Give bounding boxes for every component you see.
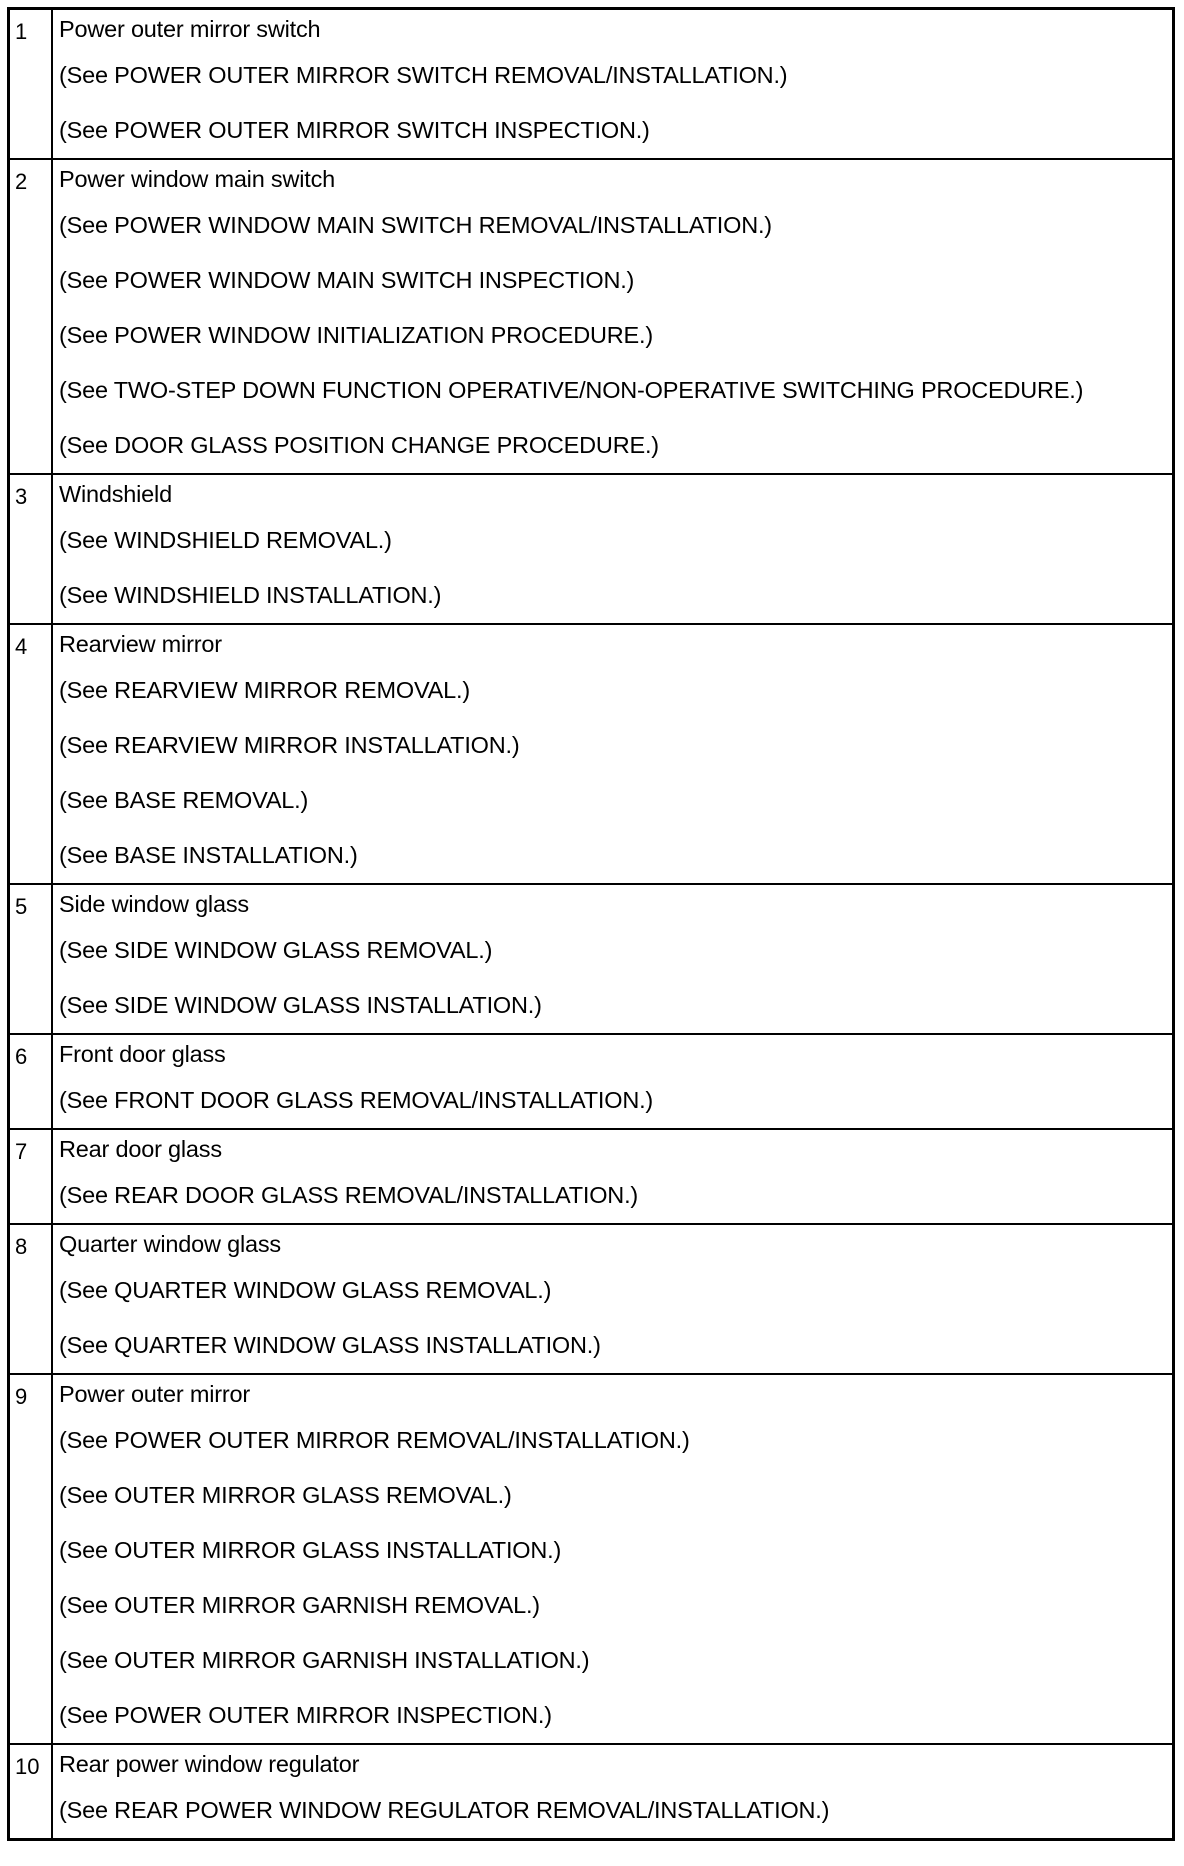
component-name: Windshield [59,481,172,507]
component-name: Power window main switch [59,166,335,192]
table-row [9,159,1174,474]
row-content [52,1129,1174,1224]
procedure-reference[interactable]: (See REARVIEW MIRROR INSTALLATION.) [59,732,520,758]
procedure-reference[interactable]: (See POWER OUTER MIRROR SWITCH REMOVAL/INSTALLATION.) [59,62,788,88]
component-name: Power outer mirror [59,1381,250,1407]
procedure-reference[interactable]: (See SIDE WINDOW GLASS REMOVAL.) [59,937,493,963]
row-content [52,9,1174,160]
table-row [9,1034,1174,1129]
row-number: 1 [9,9,53,160]
procedure-reference[interactable]: (See OUTER MIRROR GLASS INSTALLATION.) [59,1537,562,1563]
table-row [9,474,1174,624]
row-number: 8 [9,1224,53,1374]
component-name: Front door glass [59,1041,226,1067]
procedure-reference[interactable]: (See OUTER MIRROR GARNISH REMOVAL.) [59,1592,540,1618]
row-content [52,1374,1174,1744]
row-content [52,1034,1174,1129]
procedure-reference[interactable]: (See BASE INSTALLATION.) [59,842,358,868]
row-number: 9 [9,1374,53,1744]
row-content [52,884,1174,1034]
row-number: 2 [9,159,53,474]
component-name: Side window glass [59,891,249,917]
procedure-reference[interactable]: (See SIDE WINDOW GLASS INSTALLATION.) [59,992,542,1018]
procedure-reference[interactable]: (See POWER OUTER MIRROR SWITCH INSPECTION.) [59,117,650,143]
procedure-reference[interactable]: (See FRONT DOOR GLASS REMOVAL/INSTALLATION.) [59,1087,654,1113]
component-name: Rear power window regulator [59,1751,360,1777]
row-number: 4 [9,624,53,884]
procedure-reference[interactable]: (See OUTER MIRROR GLASS REMOVAL.) [59,1482,512,1508]
component-name: Rearview mirror [59,631,222,657]
procedure-reference[interactable]: (See POWER WINDOW MAIN SWITCH INSPECTION.) [59,267,635,293]
table-body [9,9,1174,1840]
row-number: 10 [9,1744,53,1840]
procedure-reference[interactable]: (See POWER OUTER MIRROR REMOVAL/INSTALLATION.) [59,1427,690,1453]
component-name: Quarter window glass [59,1231,281,1257]
row-number: 7 [9,1129,53,1224]
procedure-reference[interactable]: (See BASE REMOVAL.) [59,787,309,813]
row-content [52,474,1174,624]
procedure-reference[interactable]: (See POWER WINDOW MAIN SWITCH REMOVAL/INSTALLATION.) [59,212,772,238]
procedure-reference[interactable]: (See POWER WINDOW INITIALIZATION PROCEDURE.) [59,322,653,348]
row-content [52,1224,1174,1374]
row-content [52,159,1174,474]
procedure-reference[interactable]: (See WINDSHIELD REMOVAL.) [59,527,392,553]
procedure-reference[interactable]: (See OUTER MIRROR GARNISH INSTALLATION.) [59,1647,590,1673]
table-row [9,884,1174,1034]
component-name: Rear door glass [59,1136,222,1162]
procedure-reference[interactable]: (See QUARTER WINDOW GLASS REMOVAL.) [59,1277,552,1303]
component-reference-table [7,7,1175,1841]
row-content [52,624,1174,884]
row-number: 3 [9,474,53,624]
component-name: Power outer mirror switch [59,16,321,42]
table-row [9,1224,1174,1374]
table-row [9,1129,1174,1224]
procedure-reference[interactable]: (See TWO-STEP DOWN FUNCTION OPERATIVE/NON-OPERATIVE SWITCHING PROCEDURE.) [59,377,1084,403]
procedure-reference[interactable]: (See REAR POWER WINDOW REGULATOR REMOVAL/INSTALLATION.) [59,1797,830,1823]
row-content [52,1744,1174,1840]
procedure-reference[interactable]: (See WINDSHIELD INSTALLATION.) [59,582,442,608]
table-row [9,9,1174,160]
procedure-reference[interactable]: (See DOOR GLASS POSITION CHANGE PROCEDURE.) [59,432,659,458]
row-number: 6 [9,1034,53,1129]
table-row [9,1374,1174,1744]
procedure-reference[interactable]: (See REARVIEW MIRROR REMOVAL.) [59,677,470,703]
procedure-reference[interactable]: (See QUARTER WINDOW GLASS INSTALLATION.) [59,1332,601,1358]
procedure-reference[interactable]: (See POWER OUTER MIRROR INSPECTION.) [59,1702,552,1728]
row-number: 5 [9,884,53,1034]
table-row [9,1744,1174,1840]
table-row [9,624,1174,884]
procedure-reference[interactable]: (See REAR DOOR GLASS REMOVAL/INSTALLATION.) [59,1182,639,1208]
